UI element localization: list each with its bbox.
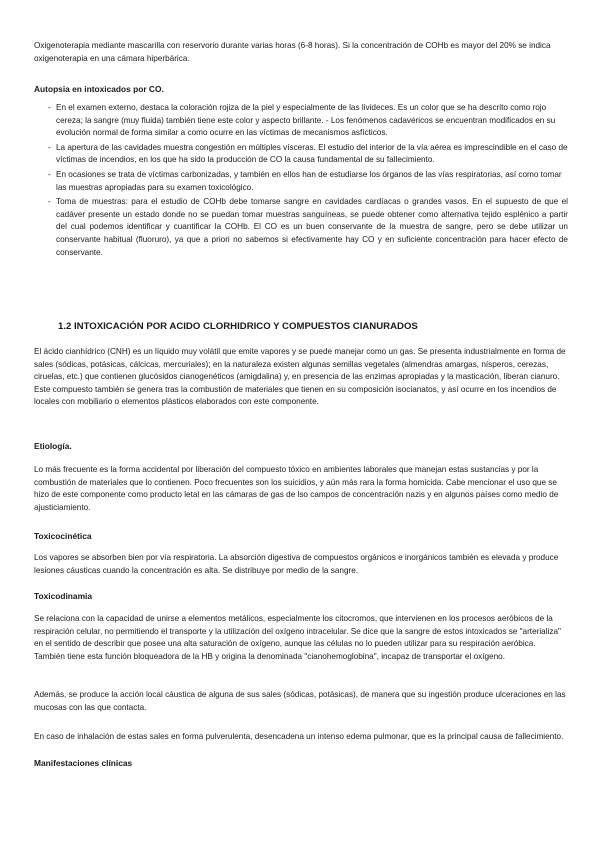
- toxicocinetica-heading: Toxicocinética: [34, 531, 92, 541]
- toxicodinamia-paragraph-3: En caso de inhalación de estas sales en forma pulverulenta, desencadena un intenso edema pulmonar, que es la principal causa de fallecimiento.: [34, 732, 564, 741]
- toxicodinamia-heading: Toxicodinamia: [34, 591, 93, 601]
- list-item: - La apertura de las cavidades muestra congestión en múltiples vísceras. El estudio del interior de la vía aérea es imprescindible en el caso de víctimas de incendios, en los que ha sido la producción de CO la causa fundamental de su fallecimiento.: [48, 142, 568, 165]
- autopsia-list: [48, 102, 568, 259]
- list-item: - Toma de muestras: para el estudio de COHb debe tomarse sangre en cavidades cardíacas o grandes vasos. En el supuesto de que el cadáver presente un estado donde no se puedan tomar muestras sanguíneas, se puede obtener como alternativa tejido esplénico a partir del cual podemos identificar y cuantificar la COHb. El CO es un buen conservante de la muestra de sangre, pero se debe utilizar un conservante habitual (fluoruro), ya que a priori no sabemos si efectivamente hay CO y en suficiente concentración para hacer efecto de conservante.: [48, 197, 568, 257]
- autopsia-heading: Autopsia en intoxicados por CO.: [34, 84, 164, 94]
- etiologia-paragraph: Lo más frecuente es la forma accidental por liberación del compuesto tóxico en ambientes laborales que manejan estas sustancias y por la combustión de materiales que lo contienen. Poco frecuentes son los suicidios, y aún más rara la forma homicida. Cabe mencionar el uso que se hizo de este componente como producto letal en las cámaras de gas de lso campos de concentración nazis y en algunos países como medio de ajusticiamiento.: [34, 465, 559, 512]
- section-intro-paragraph: El ácido cianhídrico (CNH) es un líquido muy volátil que emite vapores y se puede manejar como un gas. Se presenta industrialmente en forma de sales (sódicas, potásicas, cálcicas, mercuriales); en la naturaleza existen algunas semillas vegetales (almendras amargas, nísperos, cerezas, ciruelas, etc.) que contienen glucósidos cianogenéticos (amigdalina) y, en presencia de las enzimas apropiadas y la masticación, liberan cianuro. Este compuesto también se genera tras la combustión de materiales que tienen en su composición isocianatos, y así ocurre en los incendios de locales con mobiliario o elementos plásticos elaborados con este componente.: [34, 347, 566, 407]
- intro-paragraph: Oxigenoterapia mediante mascarilla con reservorio durante varias horas (6-8 horas). Si la concentración de COHb es mayor del 20% se indica oxigenoterapia en una cámara hiperbárica.: [34, 41, 551, 63]
- list-item: - En el examen externo, destaca la coloración rojiza de la piel y especialmente de las livideces. Es un color que se ha descrito como rojo cereza; la sangre (muy fluida) también tiene este color y aspecto brillante. - Los fenómenos cadavéricos se encuentran modificados en su evolución normal de forma similar a como ocurre en las víctimas de mecanismos asfícticos.: [48, 103, 556, 138]
- toxicodinamia-paragraph-2: Además, se produce la acción local cáustica de alguna de sus sales (sódicas, potásicas), de manera que su ingestión produce ulceraciones en las mucosas con las que contacta.: [34, 690, 566, 712]
- etiologia-heading: Etiología.: [34, 441, 72, 451]
- manifestaciones-heading: Manifestaciones clínicas: [34, 758, 133, 768]
- list-item: - En ocasiones se trata de víctimas carbonizadas, y también en ellos han de estudiarse los órganos de las vías respiratorias, así como tomar las muestras apropiadas para su examen toxicológico.: [48, 169, 562, 192]
- toxicocinetica-paragraph: Los vapores se absorben bien por vía respiratoria. La absorción digestiva de compuestos orgánicos e inorgánicos también es elevada y produce lesiones cáusticas cuando la concentración es alta. Se distribuye por medio de la sangre.: [34, 553, 559, 575]
- toxicodinamia-paragraph-1: Se relaciona con la capacidad de unirse a elementos metálicos, especialmente los citocromos, que intervienen en los procesos aeróbicos de la respiración celular, no permitiendo el transporte y la utilización del oxígeno intracelular. Se dice que la sangre de estos intoxicados se "arterializa" en el sentido de describir que posee una alta saturación de oxígeno, aunque las células no lo pueden utilizar para su respiración aeróbica. También tiene esta función bloqueadora de la HB y origina la denominada "cianohemoglobina", incapaz de transportar el oxígeno.: [34, 614, 561, 661]
- section-title: 1.2 INTOXICACIÓN POR ACIDO CLORHIDRICO Y COMPUESTOS CIANURADOS: [58, 321, 418, 332]
